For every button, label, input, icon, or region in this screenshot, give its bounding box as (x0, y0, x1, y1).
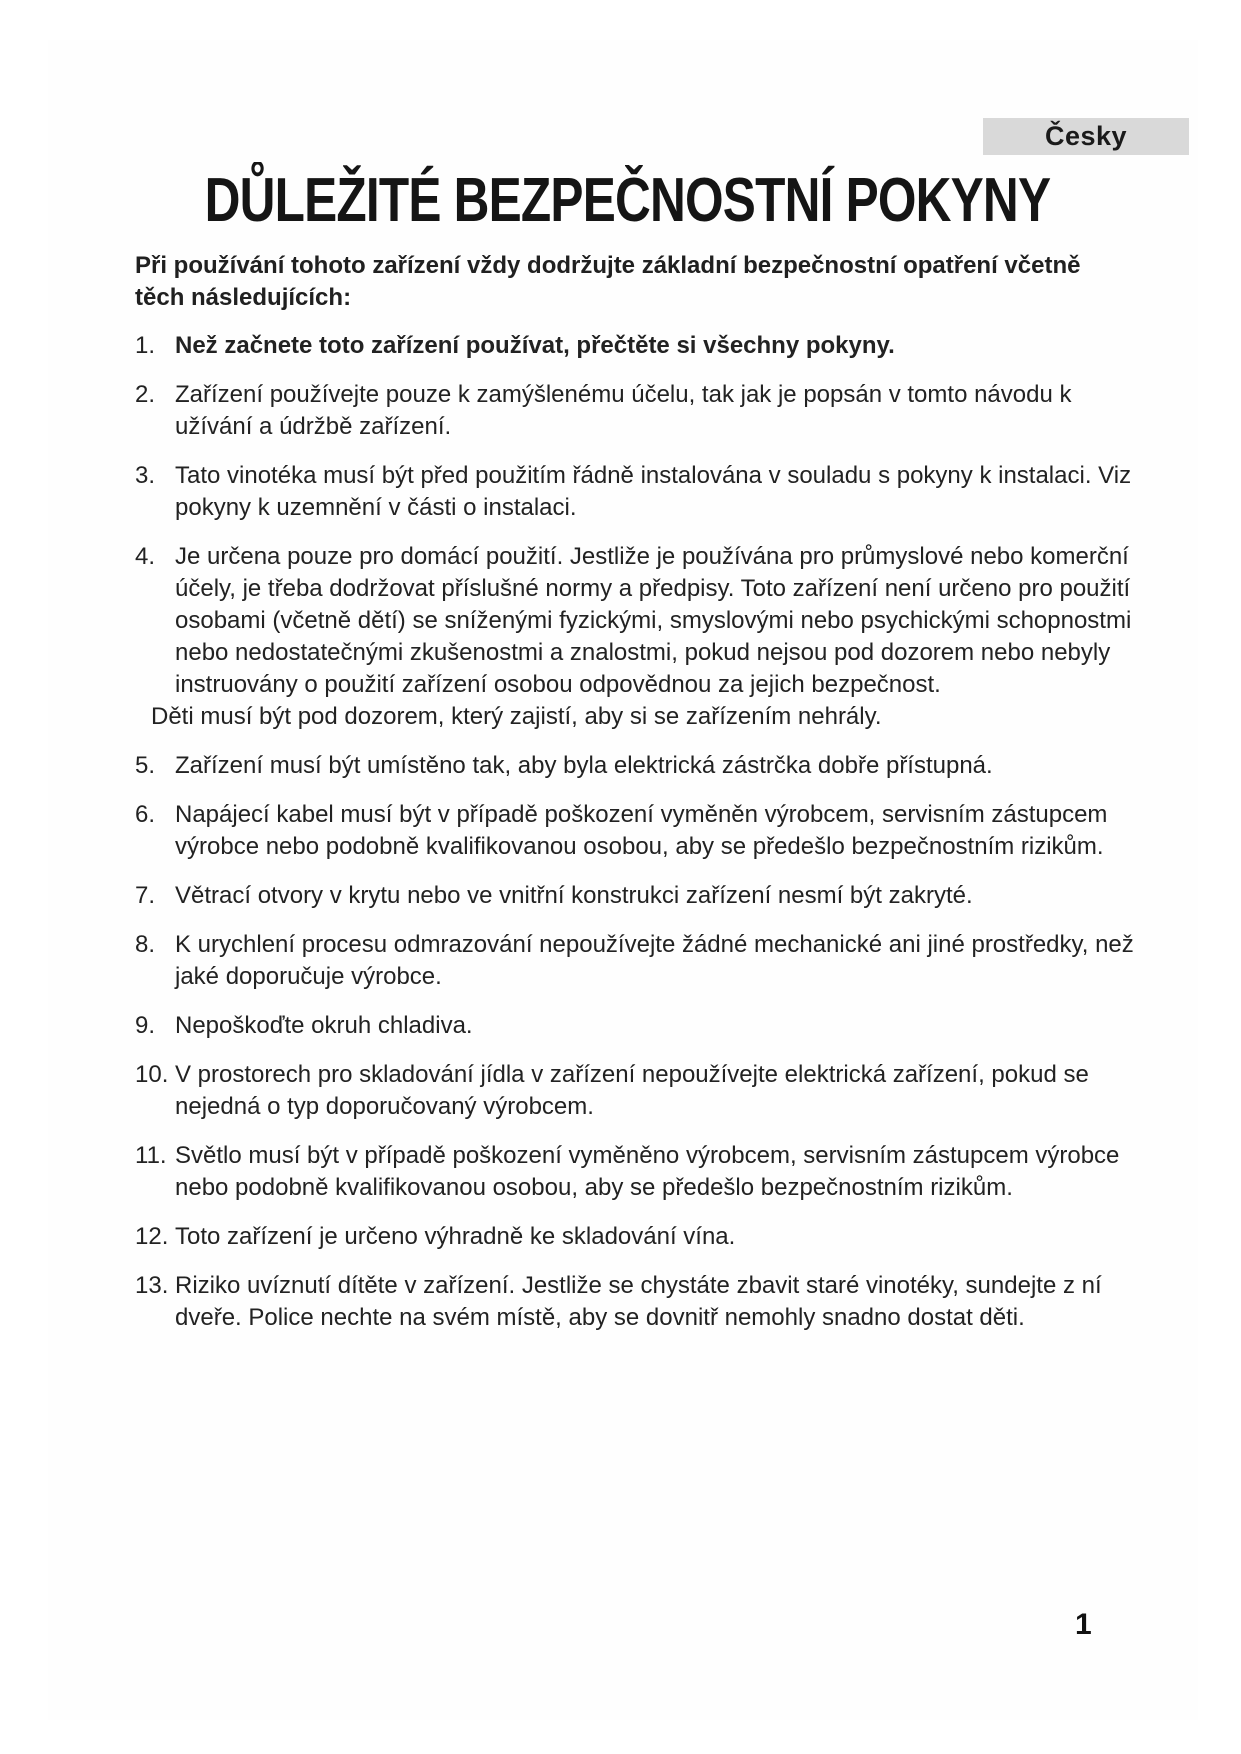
item-number: 1. (135, 332, 156, 359)
list-item (135, 1270, 1145, 1334)
item-text: Tato vinotéka musí být před použitím řádně instalována v souladu s pokyny k instalaci. Viz pokyny k uzemnění v části o instalaci. (175, 462, 1132, 521)
item-text: K urychlení procesu odmrazování nepoužívejte žádné mechanické ani jiné prostředky, než jaké doporučuje výrobce. (175, 931, 1134, 990)
item-number: 11. (135, 1142, 167, 1169)
item-number: 10. (135, 1061, 169, 1088)
list-item (135, 750, 1145, 782)
item-number: 2. (135, 381, 156, 408)
item-text: Je určena pouze pro domácí použití. Jestliže je používána pro průmyslové nebo komerční účely, je třeba dodržovat příslušné normy a předpisy. Toto zařízení není určeno pro použití osobami (včetně dětí) se sníženými fyzickými, smyslovými nebo psychickými schopnostmi nebo nedostatečnými zkušenostmi a znalostmi, pokud nejsou pod dozorem nebo nebyly instruovány o použití zařízení osobou odpovědnou za jejich bezpečnost. (175, 543, 1132, 698)
item-text: Napájecí kabel musí být v případě poškození vyměněn výrobcem, servisním zástupcem výrobce nebo podobně kvalifikovanou osobou, aby se předešlo bezpečnostním rizikům. (175, 801, 1108, 860)
item-number: 4. (135, 543, 156, 570)
item-number: 6. (135, 801, 156, 828)
list-item (135, 799, 1145, 863)
list-item (135, 379, 1145, 443)
list-item (135, 880, 1145, 912)
item-text: Toto zařízení je určeno výhradně ke skladování vína. (175, 1223, 736, 1250)
list-item (135, 1221, 1145, 1253)
item-number: 5. (135, 752, 156, 779)
item-text: V prostorech pro skladování jídla v zařízení nepoužívejte elektrická zařízení, pokud se nejedná o typ doporučovaný výrobcem. (175, 1061, 1089, 1120)
item-number: 3. (135, 462, 156, 489)
item-text: Riziko uvíznutí dítěte v zařízení. Jestliže se chystáte zbavit staré vinotéky, sundejte z ní dveře. Police nechte na svém místě, aby se dovnitř nemohly snadno dostat děti. (175, 1272, 1102, 1331)
safety-instructions-list (135, 330, 1145, 1351)
item-text: Zařízení používejte pouze k zamýšlenému účelu, tak jak je popsán v tomto návodu k užívání a údržbě zařízení. (175, 381, 1072, 440)
list-item (135, 929, 1145, 993)
item-text: Světlo musí být v případě poškození vyměněno výrobcem, servisním zástupcem výrobce nebo podobně kvalifikovanou osobou, aby se předešlo bezpečnostním rizikům. (175, 1142, 1120, 1201)
list-item (135, 1010, 1145, 1042)
item-number: 8. (135, 931, 156, 958)
page-number: 1 (1075, 1608, 1092, 1641)
list-item (135, 460, 1145, 524)
item-text: Zařízení musí být umístěno tak, aby byla elektrická zástrčka dobře přístupná. (175, 752, 993, 779)
item-number: 12. (135, 1223, 169, 1250)
item-number: 7. (135, 882, 156, 909)
list-item (135, 1140, 1145, 1204)
item-text: Větrací otvory v krytu nebo ve vnitřní konstrukci zařízení nesmí být zakryté. (175, 882, 973, 909)
item-number: 13. (135, 1272, 169, 1299)
list-item (135, 330, 1145, 362)
item-note: Děti musí být pod dozorem, který zajistí, aby si se zařízením nehrály. (151, 703, 882, 730)
item-text: Než začnete toto zařízení používat, přečtěte si všechny pokyny. (175, 332, 895, 359)
list-item (135, 1059, 1145, 1123)
language-tab: Česky (983, 118, 1189, 155)
intro-text: Při používání tohoto zařízení vždy dodržujte základní bezpečnostní opatření včetně těch následujících: (135, 252, 1081, 311)
item-text: Nepoškoďte okruh chladiva. (175, 1012, 473, 1039)
page-title: DŮLEŽITÉ BEZPEČNOSTNÍ POKYNY (204, 166, 1051, 235)
item-number: 9. (135, 1012, 156, 1039)
list-item (135, 541, 1145, 733)
